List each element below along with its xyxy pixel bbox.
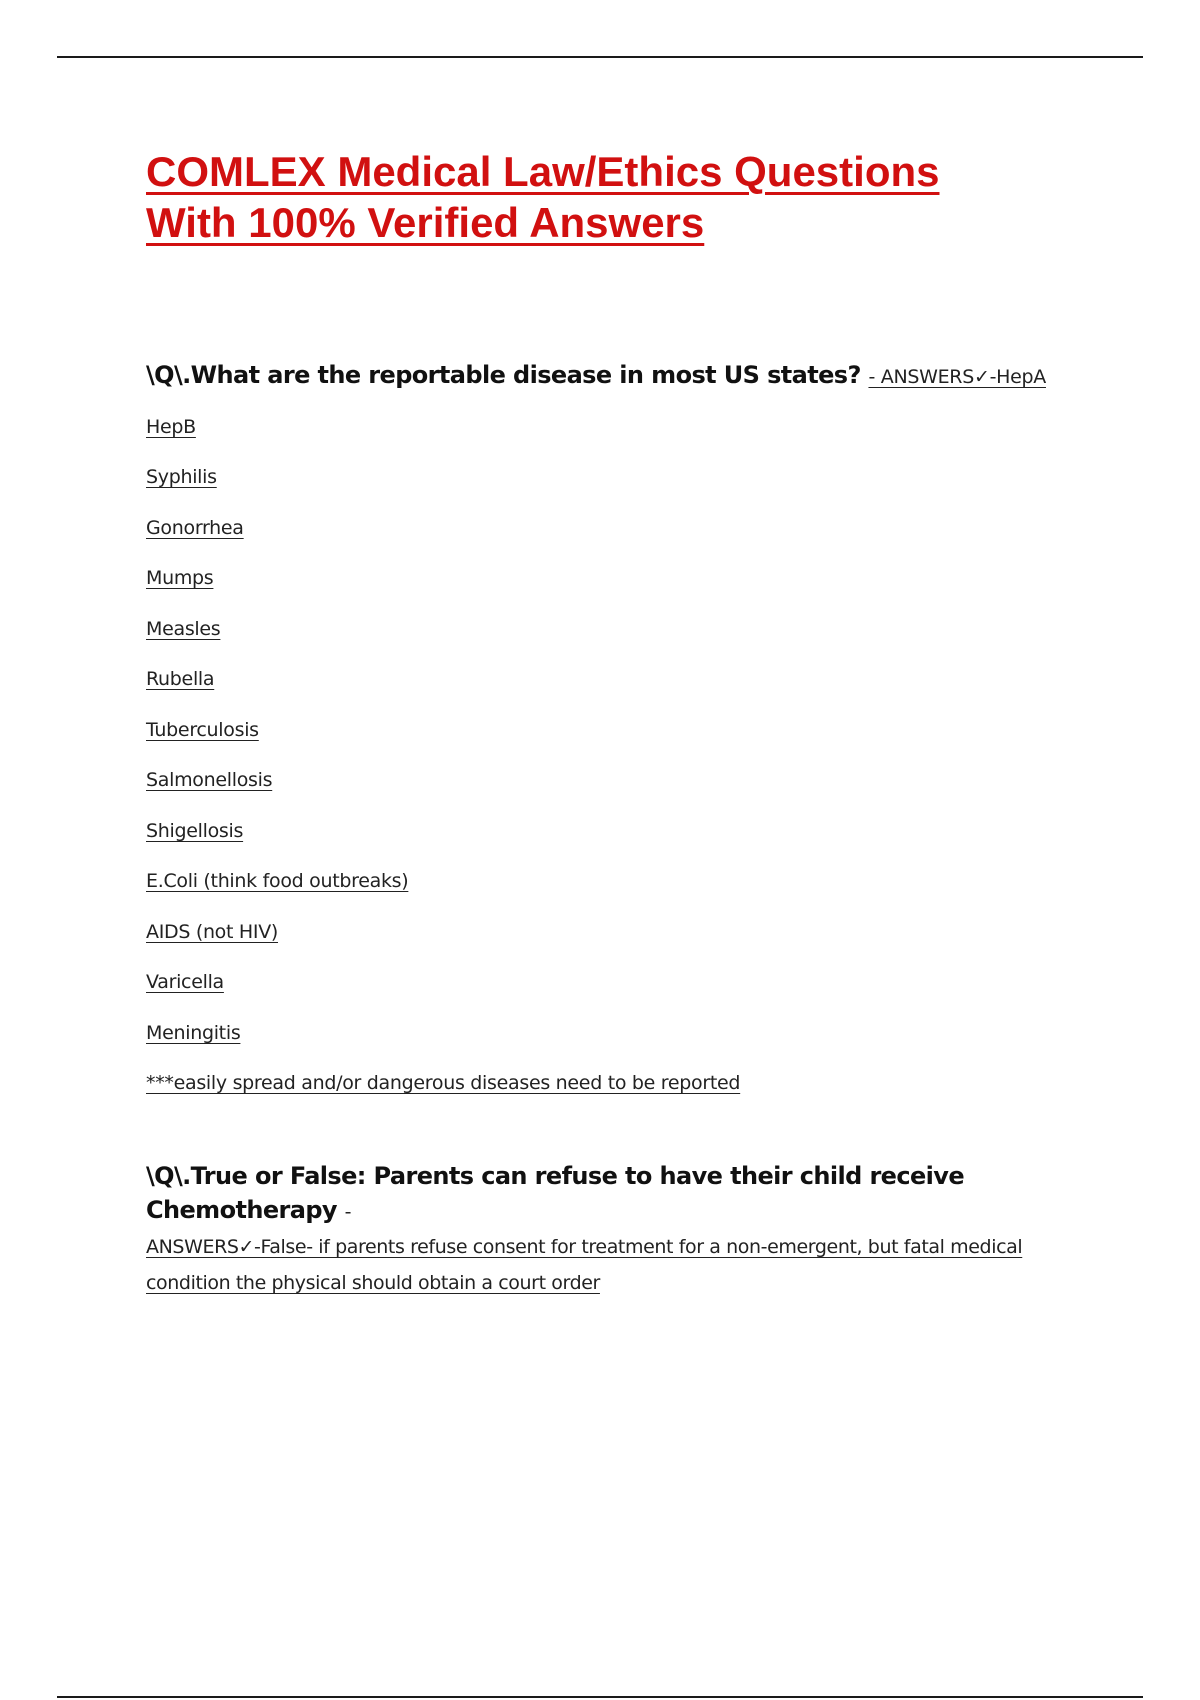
answer-item: Varicella <box>146 971 224 993</box>
answer-item: Measles <box>146 617 221 640</box>
answer-note: ***easily spread and/or dangerous diseases need to be reported <box>146 1072 741 1094</box>
question-1-text: \Q\.What are the reportable disease in most US states? <box>146 361 861 389</box>
question-2-text: \Q\.True or False: Parents can refuse to have their child receive Chemotherapy <box>146 1162 965 1224</box>
question-1-line <box>146 358 1106 394</box>
answer-item: Shigellosis <box>146 819 244 842</box>
document-body <box>146 146 1106 1301</box>
title-line-2: With 100% Verified Answers <box>146 199 705 246</box>
top-rule <box>57 56 1143 58</box>
answer-item: AIDS (not HIV) <box>146 920 279 943</box>
answer-item: Gonorrhea <box>146 516 244 539</box>
answer-item: Syphilis <box>146 466 217 488</box>
qa-item-1 <box>146 358 1106 1101</box>
document-title <box>146 146 1106 248</box>
answer-item: Tuberculosis <box>146 718 259 741</box>
answer-item: Salmonellosis <box>146 769 273 791</box>
answer-1-list <box>146 410 1106 1102</box>
bottom-rule <box>57 1696 1143 1698</box>
answer-item: Rubella <box>146 668 215 690</box>
question-2-line <box>146 1159 1106 1229</box>
answer-2-text: ANSWERS✓-False- if parents refuse consent for treatment for a non-emergent, but fatal medical condition the physical should obtain a court order <box>146 1236 1023 1294</box>
answer-item: HepB <box>146 415 196 438</box>
answer-item: Meningitis <box>146 1021 241 1044</box>
answer-1-lead: - ANSWERS✓-HepA <box>868 366 1046 388</box>
title-line-1: COMLEX Medical Law/Ethics Questions <box>146 148 940 195</box>
qa-item-2 <box>146 1159 1106 1301</box>
answer-item: Mumps <box>146 567 214 589</box>
answer-2-lead: - <box>344 1201 352 1223</box>
answer-item: E.Coli (think food outbreaks) <box>146 870 409 892</box>
